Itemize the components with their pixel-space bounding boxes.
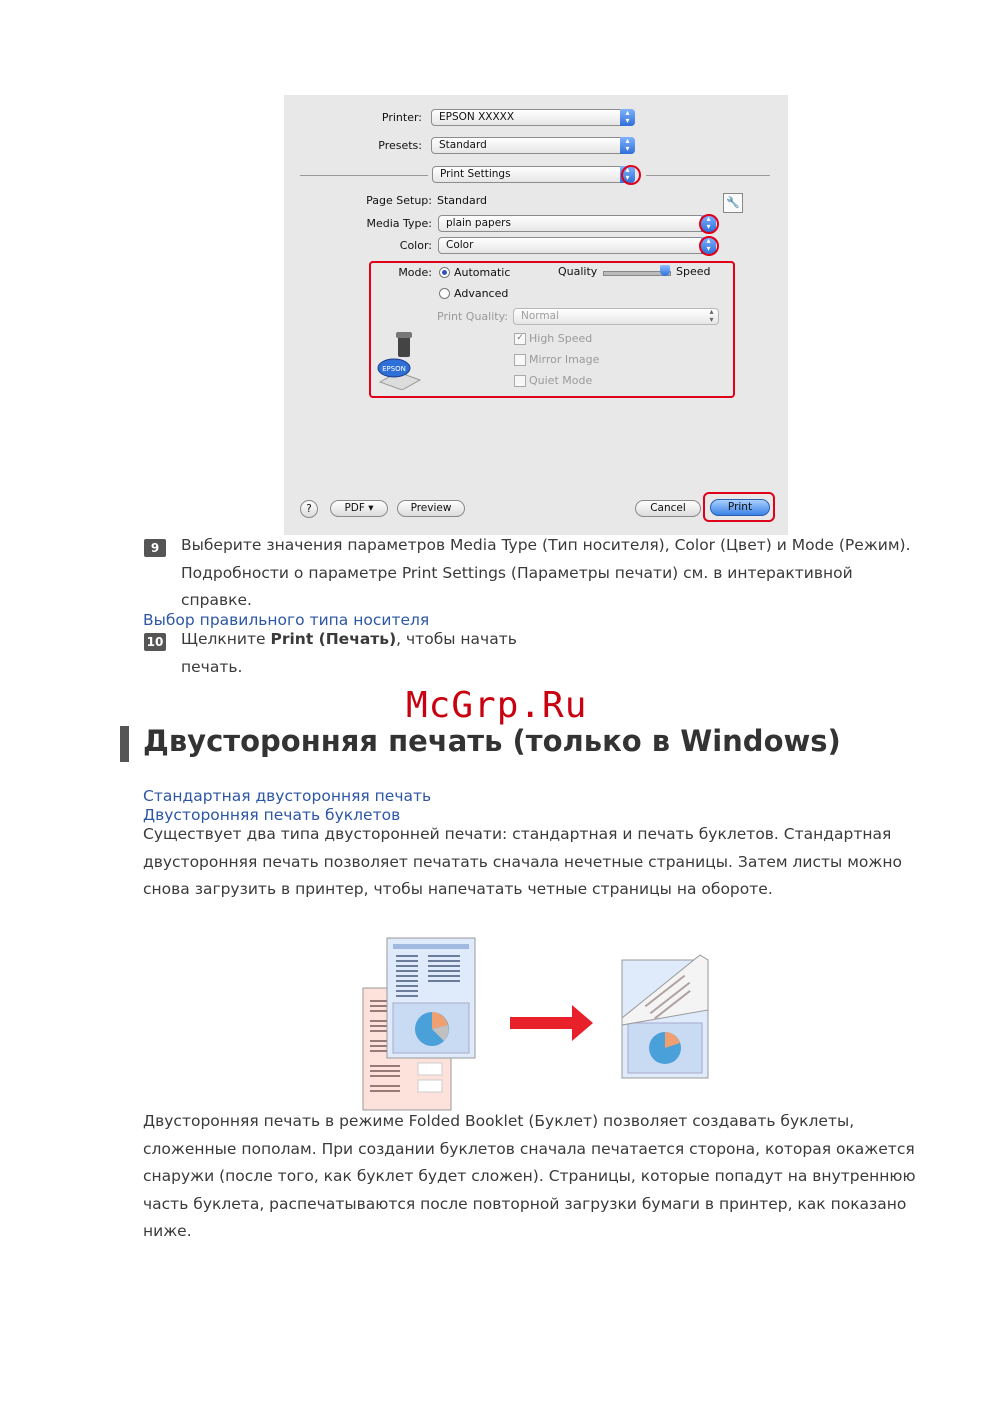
link-booklet-duplex[interactable]: Двусторонняя печать буклетов [143, 806, 401, 824]
high-speed-label: High Speed [529, 332, 593, 345]
page-setup-value: Standard [437, 194, 488, 207]
step-10-text [181, 626, 561, 681]
mirror-image-label: Mirror Image [529, 353, 600, 366]
settings-utility-icon[interactable]: 🔧 [723, 193, 743, 213]
help-button[interactable]: ? [300, 500, 318, 518]
print-quality-select[interactable] [513, 308, 719, 325]
panel-select-value: Print Settings [440, 168, 511, 180]
highlight-circle [621, 165, 641, 185]
quiet-mode-checkbox[interactable] [514, 375, 526, 387]
step-number-10: 10 [144, 633, 166, 651]
print-dialog-screenshot [284, 95, 788, 535]
mirror-image-checkbox[interactable] [514, 354, 526, 366]
print-quality-select-value: Normal [521, 310, 559, 322]
paragraph-folded-booklet: Двусторонняя печать в режиме Folded Booklet (Буклет) позволяет создавать буклеты, сложенные пополам. При создании буклетов сначала печатается сторона, которая окажется снаружи (после того, как буклет будет сложен). Страницы, которые попадут на внутреннюю часть буклета, распечатываются после повторной загрузки бумаги в принтер, как показано ниже. [143, 1112, 916, 1240]
duplex-illustration [360, 935, 715, 1113]
popup-arrows-icon: ▴ ▾ [709, 307, 714, 324]
presets-label: Presets: [378, 139, 422, 152]
mode-advanced-radio[interactable] [439, 288, 450, 299]
paragraph-duplex-types: Существует два типа двусторонней печати: стандартная и печать буклетов. Стандартная двусторонняя печать позволяет печатать сначала нечетные страницы. Затем листы можно снова загрузить в принтер, чтобы напечатать четные страницы на обороте. [143, 825, 902, 898]
mode-automatic-label: Automatic [454, 266, 511, 279]
color-select[interactable] [438, 237, 716, 254]
mode-automatic-radio[interactable] [439, 267, 450, 278]
popup-arrows-icon: ▴ ▾ [620, 137, 635, 154]
popup-arrows-icon: ▴ ▾ [620, 109, 635, 126]
quiet-mode-label: Quiet Mode [529, 374, 593, 387]
speed-label: Speed [676, 265, 711, 278]
highlight-circle [699, 214, 719, 234]
printer-select[interactable] [431, 109, 635, 126]
popup-arrows-icon: ▴ ▾ [620, 166, 635, 183]
step-10-text-after: , чтобы начать печать. [181, 630, 517, 676]
highlight-circle [699, 236, 719, 256]
media-type-select-value: plain papers [446, 217, 511, 229]
print-quality-label: Print Quality: [437, 310, 509, 323]
high-speed-checkbox[interactable]: ✓ [514, 333, 526, 345]
presets-select-value: Standard [439, 139, 487, 151]
popup-arrows-icon: ▴ ▾ [701, 215, 716, 232]
step-10-text-before: Щелкните [181, 630, 271, 648]
preview-button[interactable]: Preview [397, 500, 465, 517]
link-standard-duplex[interactable]: Стандартная двусторонняя печать [143, 787, 432, 805]
divider-right [646, 175, 770, 176]
step-9-text: Выберите значения параметров Media Type (Тип носителя), Color (Цвет) и Mode (Режим). Подробности о параметре Print Settings (Параметры печати) см. в интерактивной справке. [181, 536, 911, 609]
page-setup-label: Page Setup: [366, 194, 432, 207]
section-bar [120, 726, 129, 762]
media-type-select[interactable] [438, 215, 716, 232]
step-10-text-bold: Print (Печать) [270, 630, 397, 648]
link-media-type[interactable]: Выбор правильного типа носителя [143, 611, 430, 629]
epson-logo-text: EPSON [382, 365, 406, 373]
presets-select[interactable] [431, 137, 635, 154]
print-button[interactable]: Print [710, 499, 770, 516]
cancel-button[interactable]: Cancel [635, 500, 701, 517]
media-type-label: Media Type: [366, 217, 432, 230]
printer-label: Printer: [381, 111, 422, 124]
color-select-value: Color [446, 239, 474, 251]
slider-thumb[interactable] [660, 265, 670, 276]
panel-select[interactable] [432, 166, 635, 183]
step-number-9: 9 [144, 539, 166, 557]
divider-left [300, 175, 428, 176]
mode-advanced-label: Advanced [454, 287, 509, 300]
quality-label: Quality [558, 265, 598, 278]
popup-arrows-icon: ▴ ▾ [701, 237, 716, 254]
color-label: Color: [399, 239, 432, 252]
mode-label: Mode: [398, 266, 432, 279]
section-title: Двусторонняя печать (только в Windows) [143, 724, 841, 758]
watermark: McGrp.Ru [406, 685, 588, 726]
epson-ink-icon [376, 330, 424, 390]
pdf-button[interactable]: PDF ▾ [330, 500, 388, 517]
printer-select-value: EPSON XXXXX [439, 111, 515, 123]
